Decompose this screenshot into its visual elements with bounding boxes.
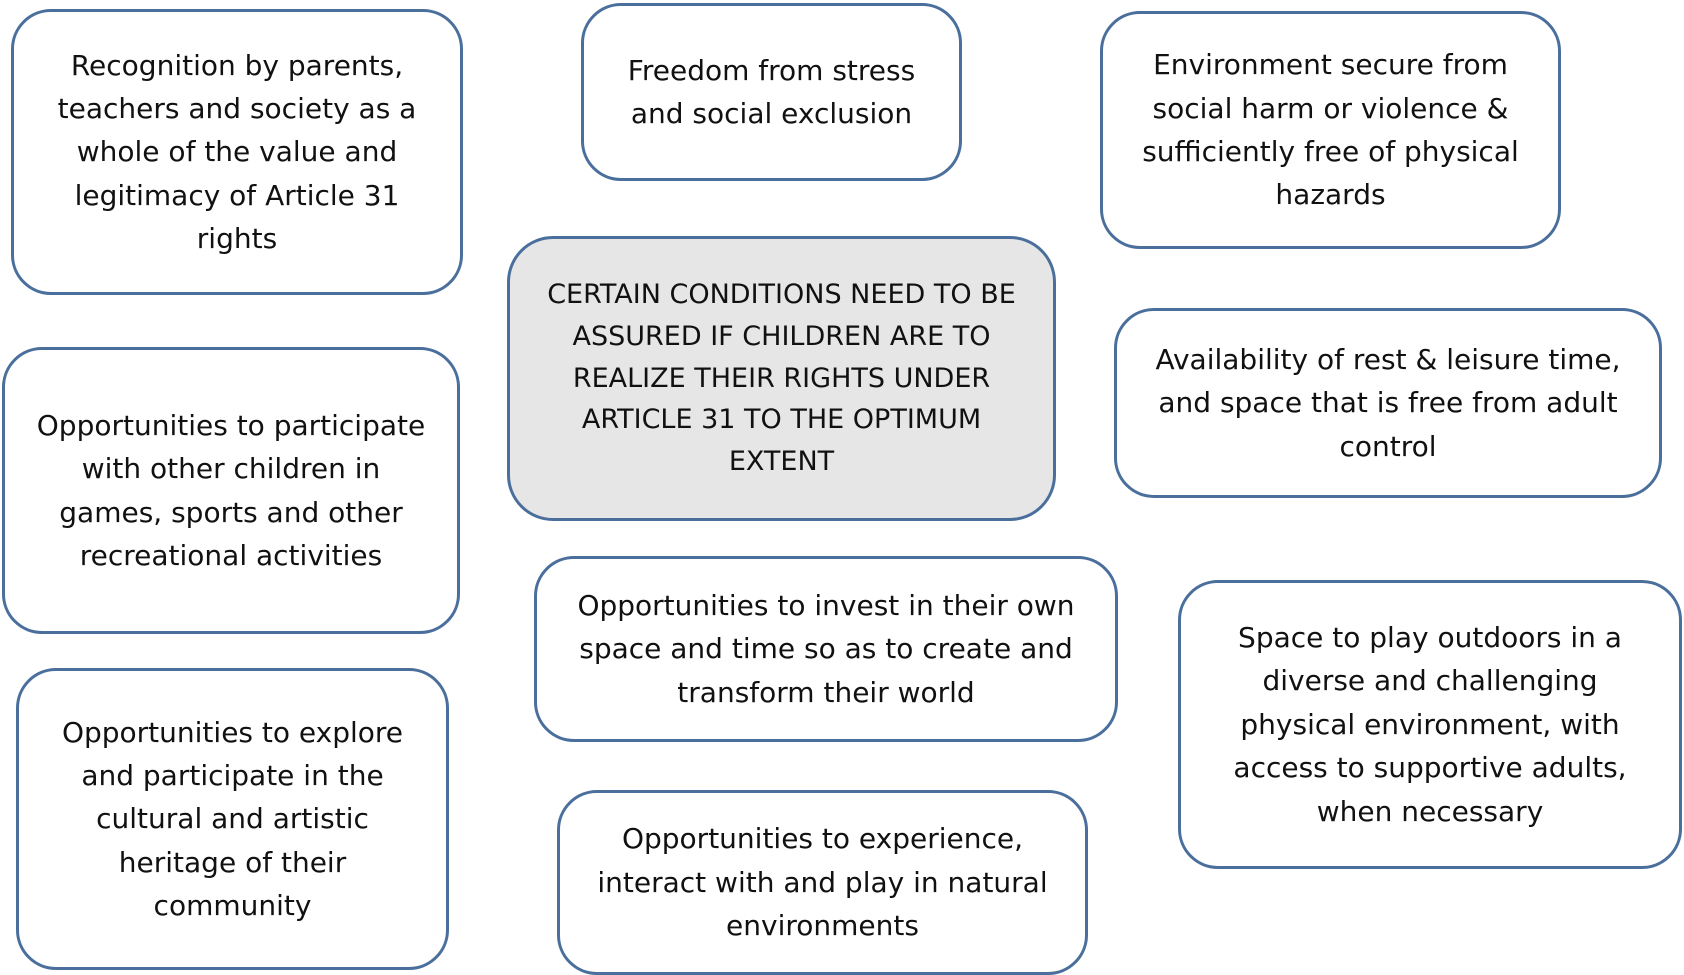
condition-box-participate <box>2 347 460 634</box>
condition-text-recognition: Recognition by parents, teachers and society as a whole of the value and legitimacy of Article 31 rights <box>57 48 417 256</box>
condition-box-natural <box>557 790 1088 975</box>
condition-text-freedom: Freedom from stress and social exclusion <box>627 53 916 130</box>
condition-box-rest <box>1114 308 1662 498</box>
condition-box-invest <box>534 556 1118 742</box>
condition-box-freedom <box>581 3 962 181</box>
condition-text-participate: Opportunities to participate with other children in games, sports and other recreational activities <box>36 408 426 572</box>
condition-text-invest: Opportunities to invest in their own space and time so as to create and transform their world <box>577 588 1075 709</box>
condition-box-recognition <box>11 9 463 295</box>
central-statement-box <box>507 236 1056 521</box>
central-statement-text: CERTAIN CONDITIONS NEED TO BE ASSURED IF CHILDREN ARE TO REALIZE THEIR RIGHTS UNDER ARTICLE 31 TO THE OPTIMUM EXTENT <box>547 278 1016 478</box>
condition-box-outdoors <box>1178 580 1682 869</box>
condition-text-natural: Opportunities to experience, interact with and play in natural environments <box>597 822 1048 943</box>
condition-text-outdoors: Space to play outdoors in a diverse and challenging physical environment, with access to supportive adults, when necessary <box>1233 621 1627 828</box>
condition-text-explore: Opportunities to explore and participate in the cultural and artistic heritage of their community <box>61 715 404 923</box>
condition-text-rest: Availability of rest & leisure time, and space that is free from adult control <box>1155 342 1621 463</box>
condition-box-environment <box>1100 11 1561 249</box>
condition-box-explore <box>16 668 449 970</box>
condition-text-environment: Environment secure from social harm or violence & sufficiently free of physical hazards <box>1142 48 1519 212</box>
